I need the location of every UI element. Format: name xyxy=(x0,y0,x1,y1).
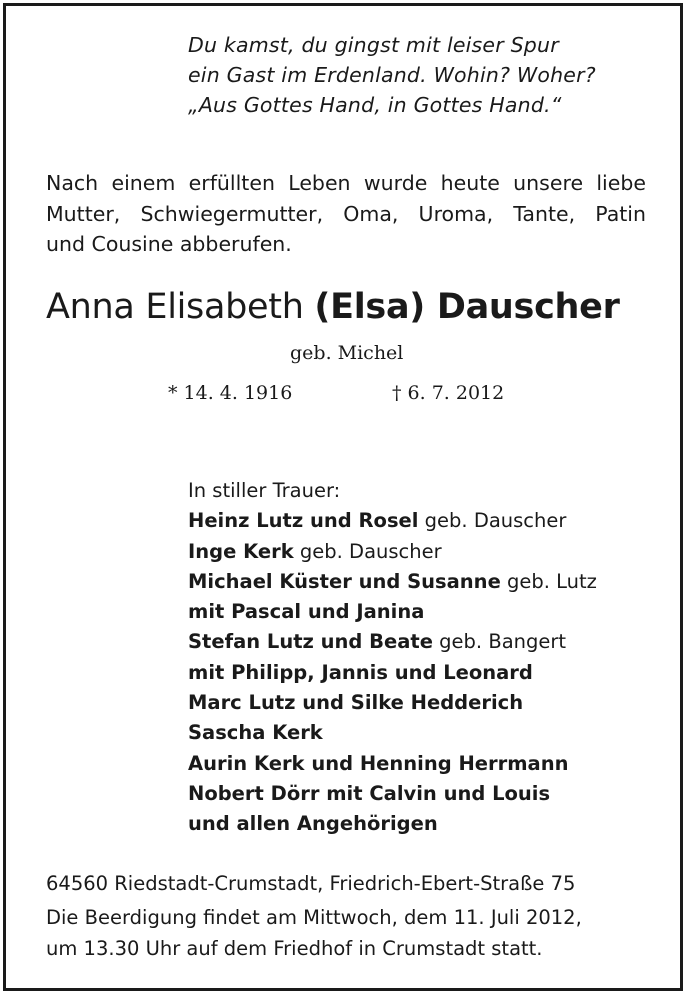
mourner-names: Marc Lutz und Silke Hedderich xyxy=(188,691,524,715)
poem xyxy=(188,30,596,120)
mourner-names: Heinz Lutz und Rosel xyxy=(188,509,419,533)
birth-name: geb. Michel xyxy=(290,342,404,364)
mourner-names: Stefan Lutz und Beate xyxy=(188,630,433,654)
mourner-note: geb. Dauscher xyxy=(293,539,442,563)
mourner-row xyxy=(188,749,597,779)
mourner-row xyxy=(188,688,597,718)
mourner-names: mit Philipp, Jannis und Leonard xyxy=(188,660,533,684)
mourner-names: Sascha Kerk xyxy=(188,721,323,745)
mourner-names: und allen Angehörigen xyxy=(188,812,438,836)
mourner-names: Aurin Kerk und Henning Herrmann xyxy=(188,751,569,775)
mourner-names: Nobert Dörr mit Calvin und Louis xyxy=(188,781,551,805)
mourner-row xyxy=(188,597,597,627)
deceased-name xyxy=(46,282,620,332)
poem-line: „Aus Gottes Hand, in Gottes Hand.“ xyxy=(188,93,562,117)
mourners-list xyxy=(188,476,597,840)
mourner-row xyxy=(188,779,597,809)
deceased-name-regular: Anna Elisabeth xyxy=(46,287,315,327)
mourner-names: Michael Küster und Susanne xyxy=(188,569,501,593)
intro-line: und Cousine abberufen. xyxy=(46,232,292,256)
mourner-note: geb. Dauscher xyxy=(418,509,567,533)
intro-text xyxy=(46,168,646,260)
address: 64560 Riedstadt-Crumstadt, Friedrich-Ebert-Straße 75 xyxy=(46,872,576,895)
funeral-line: Die Beerdigung findet am Mittwoch, dem 11. Juli 2012, xyxy=(46,906,582,929)
mourner-row xyxy=(188,809,597,839)
mourner-row xyxy=(188,537,597,567)
poem-line: Du kamst, du gingst mit leiser Spur xyxy=(188,33,559,57)
mourner-row xyxy=(188,658,597,688)
mourner-row xyxy=(188,567,597,597)
intro-line: Nach einem erfüllten Leben wurde heute unsere liebe xyxy=(46,171,646,195)
mourner-row xyxy=(188,718,597,748)
mourner-row xyxy=(188,627,597,657)
mourner-names: mit Pascal und Janina xyxy=(188,600,425,624)
funeral-line: um 13.30 Uhr auf dem Friedhof in Crumstadt statt. xyxy=(46,937,543,960)
mourners-heading: In stiller Trauer: xyxy=(188,479,341,502)
funeral-notice xyxy=(46,902,582,964)
mourner-row xyxy=(188,506,597,536)
intro-line: Mutter, Schwiegermutter, Oma, Uroma, Tante, Patin xyxy=(46,201,646,226)
death-date: † 6. 7. 2012 xyxy=(392,382,505,404)
birth-date: * 14. 4. 1916 xyxy=(168,382,293,404)
mourner-names: Inge Kerk xyxy=(188,539,294,563)
mourner-note: geb. Lutz xyxy=(500,569,597,593)
poem-line: ein Gast im Erdenland. Wohin? Woher? xyxy=(188,63,596,87)
mourner-note: geb. Bangert xyxy=(432,630,567,654)
deceased-name-bold: (Elsa) Dauscher xyxy=(314,287,620,327)
